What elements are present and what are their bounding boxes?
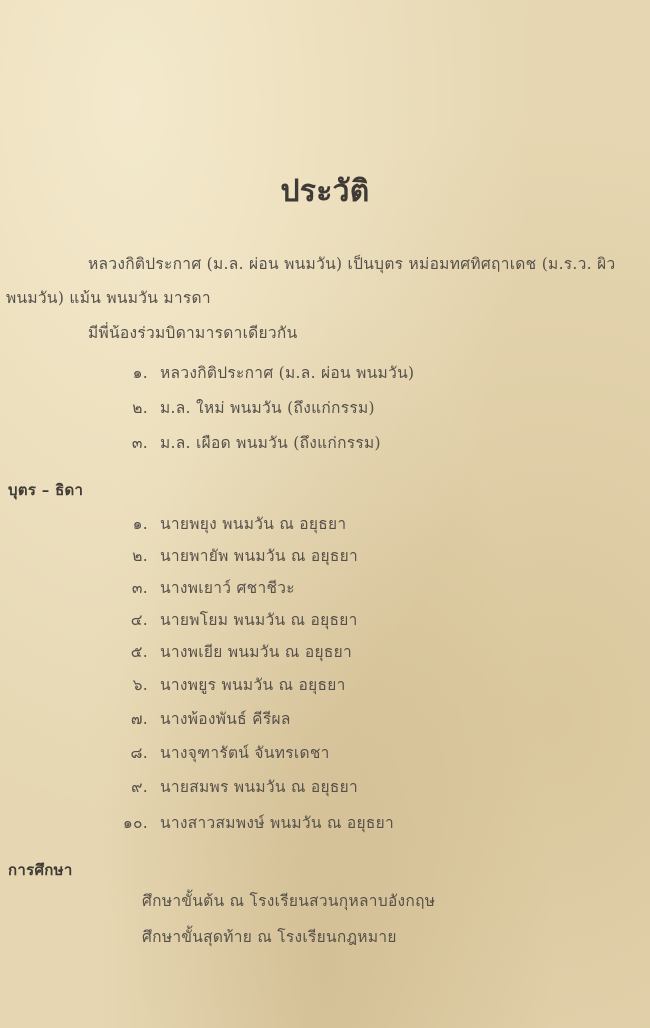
child-text: นางพเยาว์ ศชาชีวะ bbox=[160, 579, 295, 597]
child-item bbox=[118, 740, 330, 765]
child-item bbox=[118, 575, 295, 600]
child-item bbox=[118, 774, 358, 799]
child-text: นายพโยม พนมวัน ณ อยุธยา bbox=[160, 611, 358, 629]
child-item bbox=[118, 543, 358, 568]
sibling-number: ๑. bbox=[132, 364, 148, 382]
child-item bbox=[118, 607, 358, 632]
child-text: นายพายัพ พนมวัน ณ อยุธยา bbox=[160, 547, 359, 565]
sibling-text: ม.ล. เผือด พนมวัน (ถึงแก่กรรม) bbox=[160, 434, 381, 452]
child-number: ๘. bbox=[130, 744, 148, 762]
intro-line-3: มีพี่น้องร่วมบิดามารดาเดียวกัน bbox=[88, 324, 298, 342]
sibling-item bbox=[118, 430, 381, 455]
sibling-item bbox=[118, 395, 375, 420]
child-number: ๖. bbox=[132, 676, 148, 694]
child-number: ๒. bbox=[132, 547, 148, 565]
child-number: ๙. bbox=[131, 778, 148, 796]
child-text: นายสมพร พนมวัน ณ อยุธยา bbox=[160, 778, 359, 796]
child-item bbox=[118, 639, 352, 664]
child-item bbox=[118, 706, 291, 731]
child-number: ๓. bbox=[131, 579, 148, 597]
child-number: ๔. bbox=[130, 611, 148, 629]
page-title: ประวัติ bbox=[280, 174, 370, 209]
sibling-number: ๓. bbox=[131, 434, 148, 452]
education-item: ศึกษาขั้นสุดท้าย ณ โรงเรียนกฎหมาย bbox=[142, 928, 397, 946]
education-heading: การศึกษา bbox=[8, 861, 73, 879]
child-number: ๑. bbox=[132, 515, 148, 533]
education-item: ศึกษาขั้นต้น ณ โรงเรียนสวนกุหลาบอังกฤษ bbox=[142, 892, 436, 910]
child-number: ๑๐. bbox=[122, 814, 148, 832]
child-text: นางพยูร พนมวัน ณ อยุธยา bbox=[160, 676, 346, 694]
sibling-text: หลวงกิติประกาศ (ม.ล. ผ่อน พนมวัน) bbox=[160, 364, 415, 382]
child-text: นางสาวสมพงษ์ พนมวัน ณ อยุธยา bbox=[160, 814, 395, 832]
child-number: ๗. bbox=[130, 710, 148, 728]
child-item bbox=[118, 810, 394, 835]
child-text: นางจุฑารัตน์ จันทรเดชา bbox=[160, 744, 330, 762]
intro-line-2: พนมวัน) แม้น พนมวัน มารดา bbox=[6, 289, 211, 307]
sibling-text: ม.ล. ใหม่ พนมวัน (ถึงแก่กรรม) bbox=[160, 399, 375, 417]
intro-line-1: หลวงกิติประกาศ (ม.ล. ผ่อน พนมวัน) เป็นบุตร หม่อมทศทิศฤาเดช (ม.ร.ว. ผิว bbox=[88, 255, 616, 273]
child-item bbox=[118, 672, 346, 697]
child-item bbox=[118, 511, 346, 536]
sibling-item bbox=[118, 360, 414, 385]
child-text: นางพเยีย พนมวัน ณ อยุธยา bbox=[160, 643, 352, 661]
child-number: ๕. bbox=[130, 643, 148, 661]
child-text: นางพ้องพันธ์ คีรีผล bbox=[160, 710, 291, 728]
children-heading: บุตร – ธิดา bbox=[8, 481, 84, 499]
child-text: นายพยุง พนมวัน ณ อยุธยา bbox=[160, 515, 347, 533]
sibling-number: ๒. bbox=[132, 399, 148, 417]
